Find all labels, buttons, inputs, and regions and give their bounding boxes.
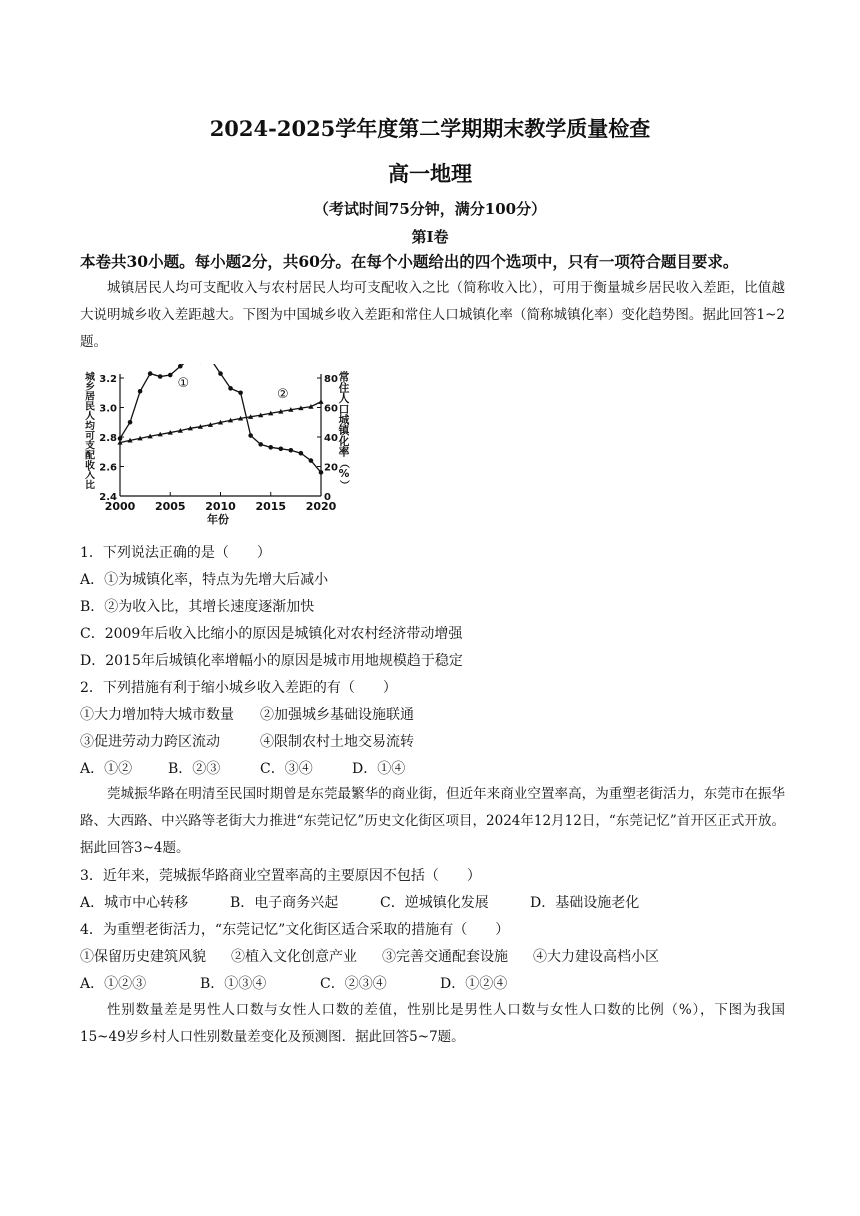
y-left-tick-label: 2.6: [99, 462, 117, 474]
q2-option-a[interactable]: A．①②: [80, 761, 133, 777]
q1-stem: 1．下列说法正确的是（ ）: [80, 545, 271, 561]
q4-options: [80, 973, 507, 993]
q1-option-a[interactable]: A．①为城镇化率，特点为先增大后减小: [80, 572, 329, 588]
series-1-point: [168, 373, 173, 378]
series-1-point: [258, 442, 263, 447]
series-1-point: [248, 433, 253, 438]
x-axis-label: 年份: [207, 513, 229, 526]
q4-option-d[interactable]: D．①②④: [440, 976, 508, 992]
x-tick-label: 2000: [104, 500, 136, 513]
y-right-tick-label: 80: [324, 374, 338, 385]
series-1-point: [289, 448, 294, 453]
series-1-point: [128, 420, 133, 425]
y-right-tick-label: 60: [324, 403, 338, 415]
y-left-label-char: 支: [85, 440, 95, 452]
series-1-point: [319, 470, 324, 475]
q2-item-4: ④限制农村土地交易流转: [260, 734, 414, 750]
q2-item-1: ①大力增加特大城市数量: [80, 707, 234, 723]
exam-info: （考试时间75分钟，满分100分）: [313, 200, 547, 218]
y-left-label-char: 民: [85, 401, 95, 413]
x-tick-label: 2020: [305, 500, 337, 513]
q2-option-b[interactable]: B．②③: [168, 761, 221, 777]
y-left-tick-label: 3.2: [99, 374, 117, 385]
instruction: 本卷共30小题。每小题2分，共60分。在每个小题给出的四个选项中，只有一项符合题目要求。: [80, 252, 739, 271]
q4-stem: 4．为重塑老街活力，“东莞记忆”文化街区适合采取的措施有（ ）: [80, 922, 510, 938]
q3-option-a[interactable]: A．城市中心转移: [80, 895, 189, 911]
y-left-tick-label: 3.0: [99, 403, 117, 415]
series-1-point: [279, 447, 284, 452]
y-right-tick-label: 20: [324, 462, 338, 474]
q3-option-c[interactable]: C．逆城镇化发展: [380, 895, 489, 911]
y-left-label-char: 乡: [85, 381, 95, 393]
x-tick-label: 2015: [255, 500, 287, 513]
y-right-label-char: 口: [338, 402, 350, 416]
series-1-point: [218, 371, 223, 376]
y-right-label-char: 化: [338, 434, 350, 448]
y-right-label-char: （: [338, 458, 349, 469]
q4-option-b[interactable]: B．①③④: [200, 976, 267, 992]
y-left-label-char: 入: [85, 470, 95, 482]
x-tick-label: 2010: [205, 500, 236, 513]
passage-2: 莞城振华路在明清至民国时期曾是东莞最繁华的商业街，但近年来商业空置率高，为重塑老街活力，东莞市在振华路、大西路、中兴路等老街大力推进“东莞记忆”历史文化街区项目，2024年12月12日，“东莞记忆”首开区正式开放。据此回答3~4题。: [80, 786, 785, 856]
series-1-point: [138, 389, 143, 394]
q4-items: [80, 946, 659, 966]
q3-option-b[interactable]: B．电子商务兴起: [230, 895, 339, 911]
y-right-label-char: 常: [338, 370, 350, 384]
q2-item-2: ②加强城乡基础设施联通: [260, 707, 414, 723]
exam-title: 2024-2025学年度第二学期期末教学质量检查: [209, 116, 651, 141]
y-right-label-char: 人: [338, 392, 350, 406]
q2-option-c[interactable]: C．③④: [260, 761, 313, 777]
x-tick-label: 2005: [154, 500, 186, 513]
q4-item-2: ②植入文化创意产业: [231, 949, 357, 965]
q2-items-row-1: [80, 704, 414, 724]
series-2-point: [318, 399, 323, 404]
y-right-label-char: 镇: [338, 424, 350, 438]
y-left-label-char: 收: [85, 460, 95, 472]
q2-items-row-2: [80, 731, 414, 751]
q1-option-c[interactable]: C．2009年后收入比缩小的原因是城镇化对农村经济带动增强: [80, 626, 463, 642]
q3-options: [80, 892, 639, 912]
y-left-label-char: 配: [85, 450, 95, 462]
y-left-tick-label: 2.4: [99, 492, 117, 503]
series-1-point: [268, 445, 273, 450]
passage-3: 性别数量差是男性人口数与女性人口数的差值，性别比是男性人口数与女性人口数的比例（%），下图为我国15~49岁乡村人口性别数量差变化及预测图．据此回答5~7题。: [80, 1002, 785, 1045]
passage-1: 城镇居民人均可支配收入与农村居民人均可支配收入之比（简称收入比），可用于衡量城乡居民收入差距，比值越大说明城乡收入差距越大。下图为中国城乡收入差距和常住人口城镇化率（简称城镇化率）变化趋势图。据此回答1~2题。: [80, 280, 785, 350]
series-1-label: ①: [177, 375, 190, 391]
y-left-label-char: 人: [85, 411, 95, 423]
q3-stem: 3．近年来，莞城振华路商业空置率高的主要原因不包括（ ）: [80, 868, 481, 884]
q2-option-d[interactable]: D．①④: [352, 761, 406, 777]
q2-options: [80, 758, 405, 778]
income-urbanization-chart: [78, 364, 358, 530]
q4-item-4: ④大力建设高档小区: [533, 949, 659, 965]
series-line-1: [120, 364, 321, 472]
series-1-point: [309, 458, 314, 463]
series-1-point: [299, 451, 304, 456]
y-right-tick-label: 40: [324, 433, 338, 444]
y-left-tick-label: 2.8: [99, 433, 117, 444]
y-right-label-char: 率: [338, 445, 350, 459]
series-1-point: [238, 390, 243, 395]
q4-option-a[interactable]: A．①②③: [80, 976, 147, 992]
y-left-label-char: 居: [85, 391, 95, 403]
q4-option-c[interactable]: C．②③④: [320, 976, 387, 992]
y-left-label-char: 均: [85, 421, 95, 433]
y-right-tick-label: 0: [324, 492, 331, 503]
y-right-label-char: 城: [338, 413, 350, 427]
chart-marks: [117, 364, 323, 475]
chart-axes: [85, 370, 351, 526]
q1-option-d[interactable]: D．2015年后城镇化率增幅小的原因是城市用地规模趋于稳定: [80, 653, 463, 669]
subject-title: 高一地理: [388, 161, 472, 186]
q3-option-d[interactable]: D．基础设施老化: [530, 895, 640, 911]
series-1-point: [148, 371, 153, 376]
y-right-label-char: ）: [338, 479, 349, 490]
series-1-point: [158, 374, 163, 379]
y-left-label-char: 可: [85, 430, 95, 442]
q4-item-3: ③完善交通配套设施: [382, 949, 508, 965]
series-2-label: ②: [276, 386, 289, 402]
y-right-label-char: %: [338, 467, 350, 481]
y-right-label-char: 住: [338, 381, 350, 395]
series-1-point: [178, 364, 183, 369]
section-title: 第Ⅰ卷: [411, 228, 449, 246]
series-1-point: [228, 386, 233, 391]
q4-item-1: ①保留历史建筑风貌: [80, 949, 206, 965]
q2-stem: 2．下列措施有利于缩小城乡收入差距的有（ ）: [80, 680, 397, 696]
q2-item-3: ③促进劳动力跨区流动: [80, 734, 220, 750]
y-left-label-char: 城: [85, 371, 95, 383]
y-left-label-char: 比: [85, 480, 95, 492]
q1-option-b[interactable]: B．②为收入比，其增长速度逐渐加快: [80, 599, 315, 615]
